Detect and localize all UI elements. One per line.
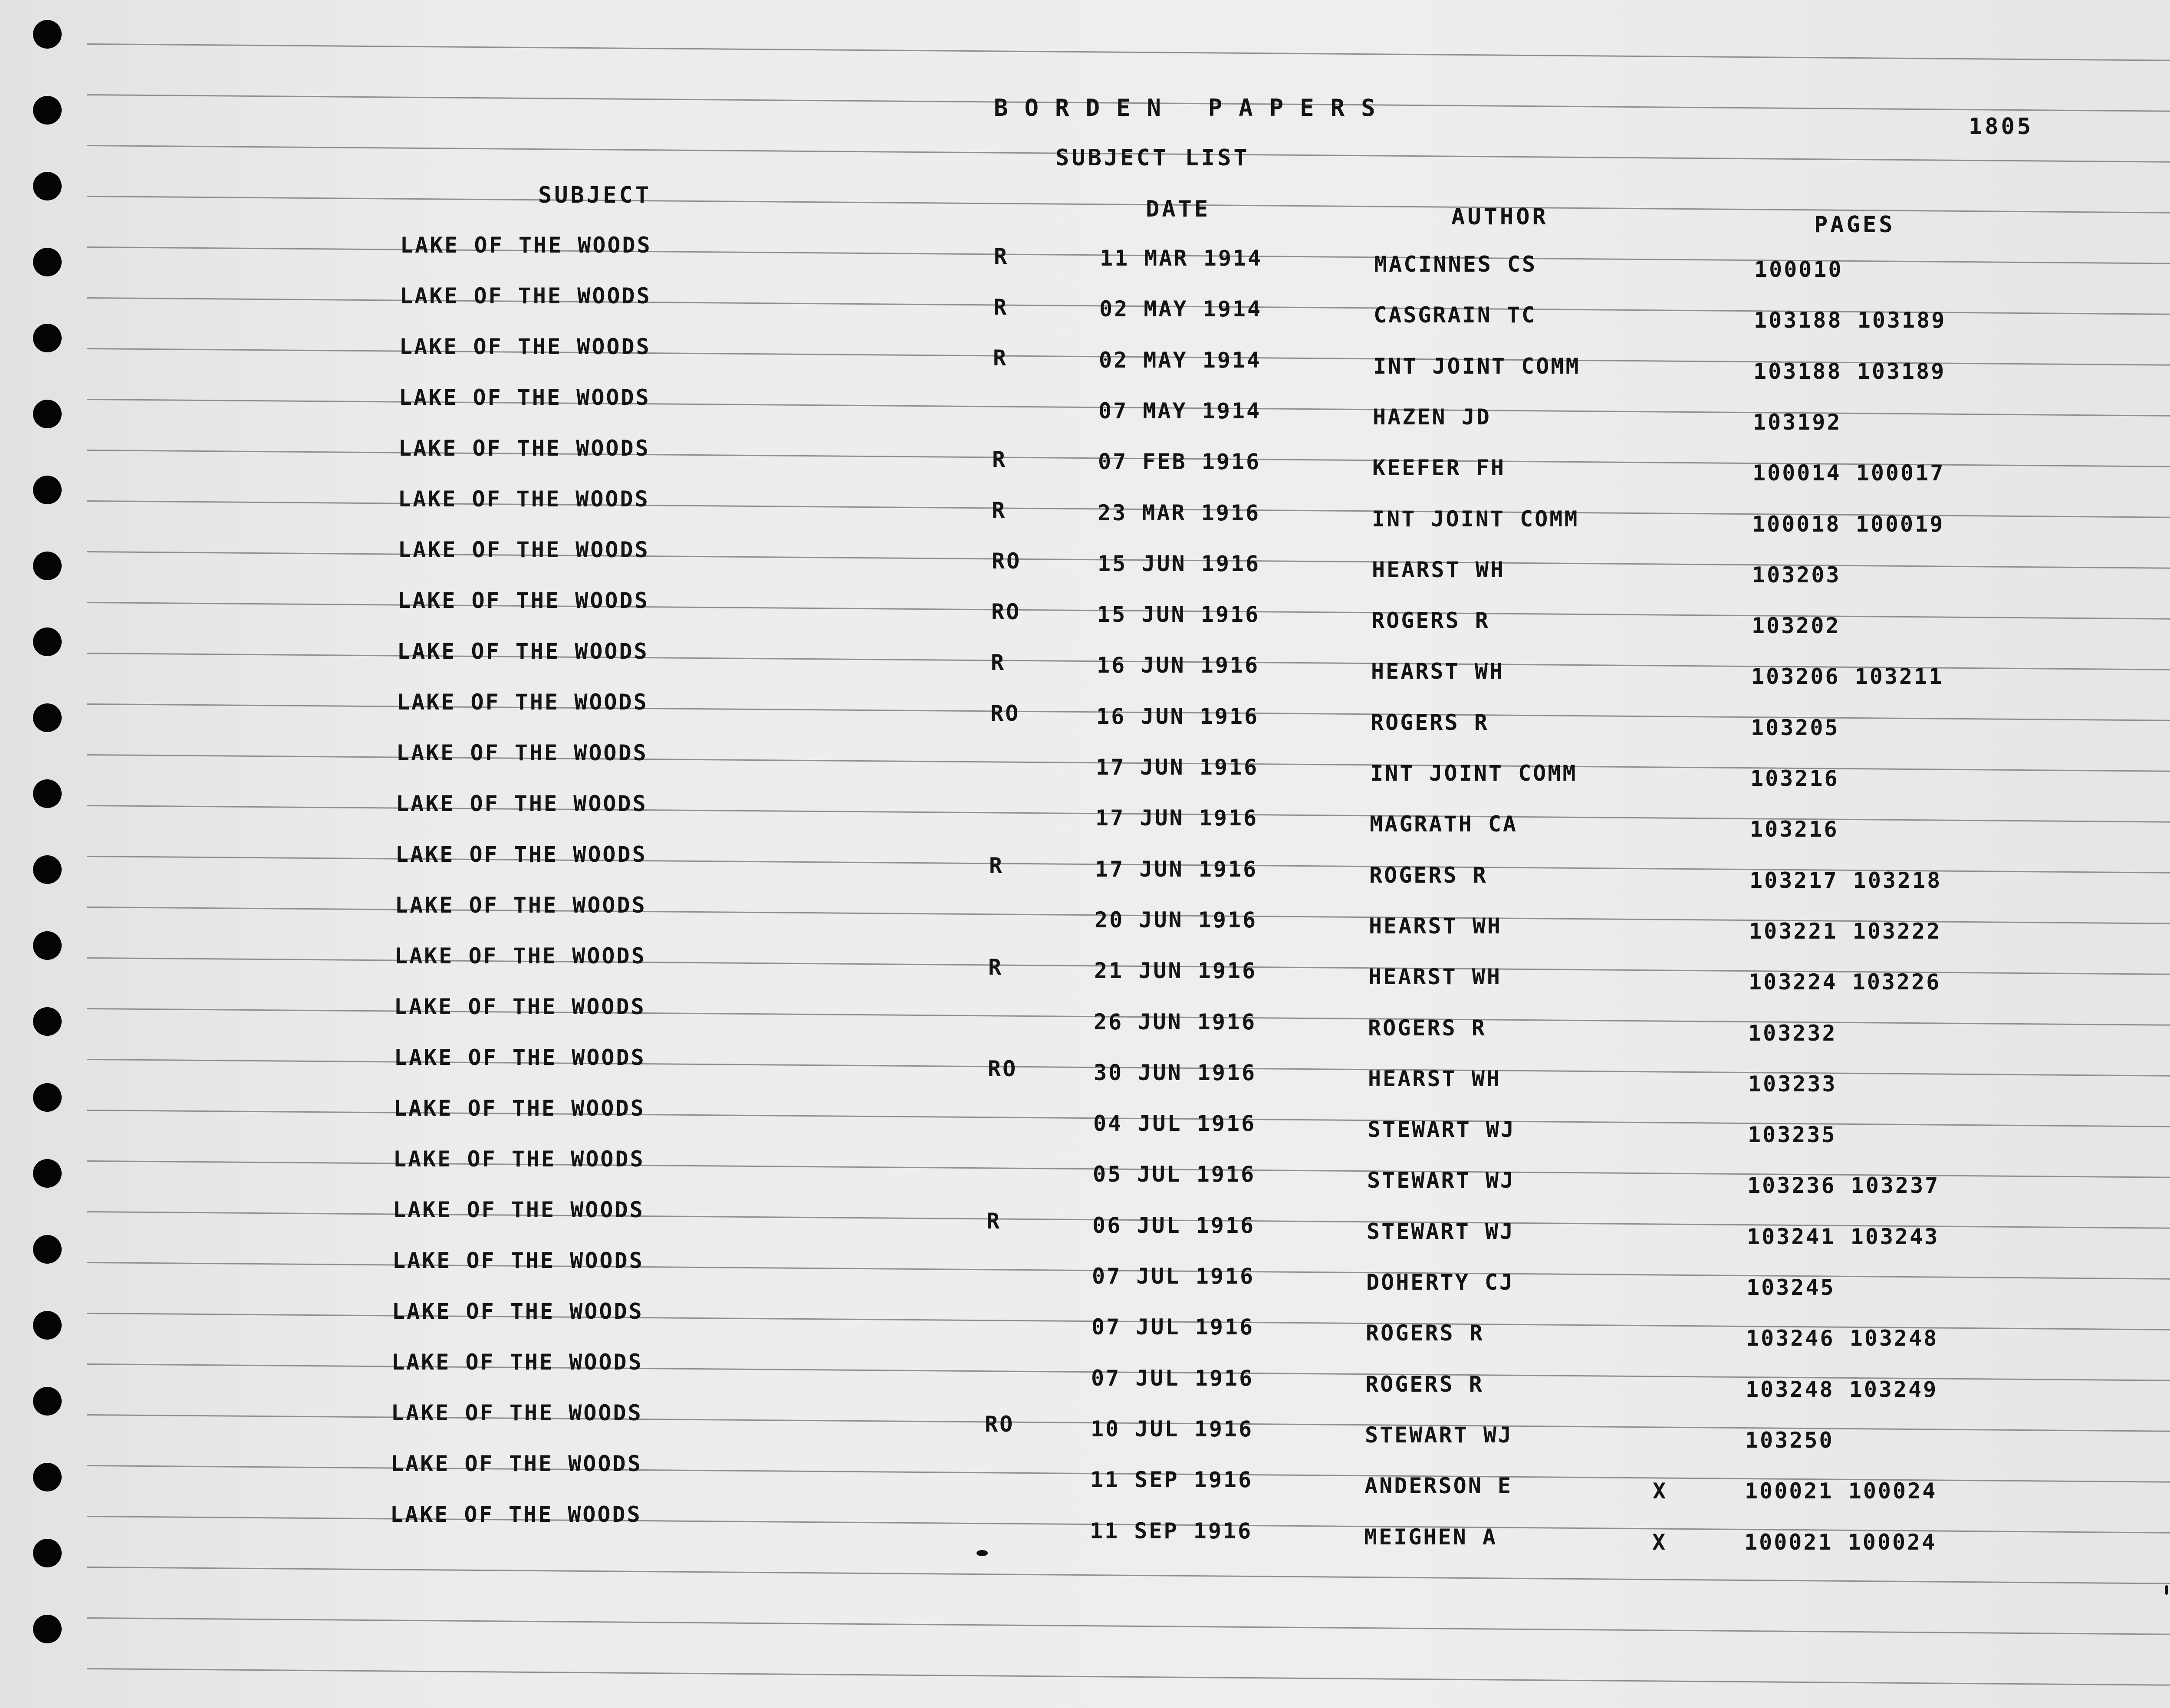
pages-cell: 103217 103218 (1749, 868, 1942, 893)
feed-hole (33, 1159, 62, 1188)
subject-cell: LAKE OF THE WOODS (398, 436, 650, 461)
date-cell: 17 JUN 1916 (1095, 805, 1259, 831)
pages-cell: 103224 103226 (1749, 969, 1941, 995)
date-cell: 30 JUN 1916 (1094, 1060, 1257, 1085)
pages-cell: 103250 (1745, 1428, 1834, 1453)
subject-cell: LAKE OF THE WOODS (400, 283, 651, 309)
subject-cell: LAKE OF THE WOODS (399, 334, 651, 359)
x-flag-cell: X (1652, 1530, 1667, 1555)
subject-cell: LAKE OF THE WOODS (398, 537, 650, 562)
code-cell: R (994, 244, 1009, 269)
subject-cell: LAKE OF THE WOODS (400, 233, 652, 258)
ruled-line (87, 196, 2170, 214)
code-cell: R (992, 447, 1007, 472)
feed-hole (33, 20, 62, 49)
pages-cell: 103233 (1748, 1071, 1837, 1097)
author-cell: DOHERTY CJ (1366, 1270, 1515, 1295)
pages-cell: 103241 103243 (1747, 1224, 1940, 1249)
ink-speck (2165, 1585, 2168, 1595)
code-cell: R (993, 345, 1008, 371)
pages-cell: 103188 103189 (1753, 359, 1946, 384)
pages-cell: 103205 (1751, 715, 1840, 740)
column-header-subject: SUBJECT (538, 182, 652, 208)
date-cell: 02 MAY 1914 (1099, 296, 1263, 322)
subject-cell: LAKE OF THE WOODS (395, 842, 647, 867)
pages-cell: 103235 (1748, 1122, 1837, 1147)
author-cell: HEARST WH (1369, 913, 1502, 939)
author-cell: STEWART WJ (1367, 1219, 1515, 1244)
date-cell: 07 FEB 1916 (1098, 449, 1261, 474)
author-cell: STEWART WJ (1368, 1117, 1516, 1142)
ink-speck (976, 1550, 988, 1556)
column-header-date: DATE (1146, 196, 1211, 222)
date-cell: 11 SEP 1916 (1090, 1467, 1253, 1492)
feed-hole (33, 476, 62, 504)
date-cell: 02 MAY 1914 (1099, 348, 1262, 373)
author-cell: INT JOINT COMM (1372, 506, 1579, 532)
subject-cell: LAKE OF THE WOODS (393, 1146, 645, 1172)
code-cell: R (993, 295, 1009, 320)
pages-cell: 100010 (1754, 257, 1843, 282)
subject-cell: LAKE OF THE WOODS (394, 994, 646, 1019)
date-cell: 20 JUN 1916 (1095, 907, 1258, 933)
date-cell: 11 MAR 1914 (1100, 246, 1263, 271)
author-cell: HEARST WH (1371, 659, 1504, 684)
subject-cell: LAKE OF THE WOODS (396, 791, 648, 816)
pages-cell: 103236 103237 (1747, 1173, 1940, 1198)
pages-cell: 103206 103211 (1751, 664, 1944, 689)
author-cell: ROGERS R (1368, 1015, 1486, 1041)
author-cell: ROGERS R (1371, 608, 1490, 633)
subject-cell: LAKE OF THE WOODS (397, 690, 648, 715)
date-cell: 17 JUN 1916 (1096, 755, 1259, 780)
feed-hole (33, 1463, 62, 1491)
date-cell: 15 JUN 1916 (1097, 602, 1260, 627)
date-cell: 26 JUN 1916 (1094, 1009, 1257, 1035)
feed-hole (33, 1007, 62, 1036)
pages-cell: 100021 100024 (1744, 1530, 1937, 1555)
column-header-author: AUTHOR (1451, 204, 1549, 230)
feed-hole (33, 172, 62, 200)
subject-cell: LAKE OF THE WOODS (395, 943, 646, 969)
pages-cell: 100018 100019 (1752, 512, 1945, 537)
date-cell: 15 JUN 1916 (1098, 551, 1261, 576)
feed-hole (33, 1083, 62, 1112)
pages-cell: 103188 103189 (1754, 308, 1946, 333)
author-cell: ROGERS R (1369, 863, 1488, 888)
date-cell: 06 JUL 1916 (1092, 1213, 1256, 1238)
author-cell: HEARST WH (1372, 557, 1505, 582)
author-cell: HAZEN JD (1373, 404, 1491, 430)
date-cell: 04 JUL 1916 (1093, 1111, 1256, 1136)
author-cell: CASGRAIN TC (1374, 302, 1537, 328)
feed-hole (33, 1311, 62, 1340)
subject-cell: LAKE OF THE WOODS (396, 740, 648, 765)
ruled-line (87, 43, 2170, 61)
author-cell: STEWART WJ (1367, 1168, 1516, 1193)
author-cell: ROGERS R (1365, 1372, 1484, 1397)
feed-hole (33, 552, 62, 580)
author-cell: MEIGHEN A (1364, 1524, 1497, 1550)
author-cell: STEWART WJ (1365, 1422, 1513, 1448)
subject-cell: LAKE OF THE WOODS (398, 486, 650, 512)
date-cell: 07 JUL 1916 (1092, 1314, 1255, 1340)
author-cell: KEEFER FH (1372, 455, 1506, 480)
feed-hole (33, 248, 62, 276)
subject-cell: LAKE OF THE WOODS (397, 639, 649, 664)
author-cell: INT JOINT COMM (1373, 354, 1581, 379)
document-subtitle: SUBJECT LIST (1055, 145, 1250, 171)
author-cell: ROGERS R (1371, 710, 1489, 735)
code-cell: R (991, 650, 1006, 675)
date-cell: 07 JUL 1916 (1092, 1264, 1255, 1289)
author-cell: HEARST WH (1368, 1066, 1501, 1091)
subject-cell: LAKE OF THE WOODS (392, 1248, 644, 1273)
feed-hole (33, 1387, 62, 1416)
code-cell: R (989, 853, 1004, 878)
feed-hole (33, 1539, 62, 1567)
author-cell: MAGRATH CA (1370, 811, 1518, 837)
feed-hole (33, 855, 62, 884)
subject-cell: LAKE OF THE WOODS (390, 1502, 642, 1527)
feed-hole (33, 627, 62, 656)
subject-cell: LAKE OF THE WOODS (392, 1299, 644, 1324)
ruled-line (87, 1567, 2170, 1584)
date-cell: 21 JUN 1916 (1094, 958, 1257, 983)
author-cell: ROGERS R (1366, 1320, 1484, 1346)
code-cell: RO (990, 701, 1020, 726)
subject-cell: LAKE OF THE WOODS (395, 893, 647, 918)
author-cell: MACINNES CS (1374, 252, 1537, 277)
feed-hole (33, 931, 62, 960)
pages-cell: 100014 100017 (1752, 460, 1945, 486)
subject-cell: LAKE OF THE WOODS (394, 1045, 646, 1070)
code-cell: R (988, 955, 1003, 980)
date-cell: 16 JUN 1916 (1097, 653, 1260, 678)
code-cell: R (986, 1209, 1002, 1234)
pages-cell: 103202 (1752, 613, 1841, 638)
code-cell: RO (991, 599, 1021, 624)
feed-hole (33, 324, 62, 352)
pages-cell: 103248 103249 (1746, 1377, 1938, 1402)
subject-cell: LAKE OF THE WOODS (399, 385, 651, 410)
author-cell: INT JOINT COMM (1370, 761, 1578, 786)
pages-cell: 100021 100024 (1745, 1478, 1937, 1504)
date-cell: 23 MAR 1916 (1098, 500, 1261, 526)
feed-hole (33, 96, 62, 125)
subject-cell: LAKE OF THE WOODS (391, 1350, 643, 1375)
date-cell: 17 JUN 1916 (1095, 857, 1258, 882)
subject-cell: LAKE OF THE WOODS (391, 1451, 642, 1476)
date-cell: 05 JUL 1916 (1093, 1162, 1256, 1187)
feed-hole (33, 703, 62, 732)
pages-cell: 103216 (1750, 817, 1839, 842)
column-header-pages: PAGES (1814, 212, 1895, 238)
document-title: BORDEN PAPERS (994, 94, 1392, 122)
author-cell: ANDERSON E (1364, 1473, 1513, 1498)
pages-cell: 103246 103248 (1746, 1326, 1939, 1351)
pages-cell: 103221 103222 (1749, 919, 1942, 944)
ruled-line (87, 1668, 2170, 1686)
date-cell: 16 JUN 1916 (1096, 704, 1259, 729)
date-cell: 11 SEP 1916 (1090, 1518, 1253, 1544)
subject-cell: LAKE OF THE WOODS (394, 1096, 645, 1121)
feed-hole (33, 400, 62, 428)
feed-hole (33, 1235, 62, 1264)
page-number: 1805 (1969, 114, 2034, 140)
subject-cell: LAKE OF THE WOODS (398, 588, 649, 613)
date-cell: 10 JUL 1916 (1091, 1416, 1254, 1442)
code-cell: RO (988, 1056, 1018, 1081)
feed-hole (33, 779, 62, 808)
date-cell: 07 JUL 1916 (1091, 1366, 1254, 1391)
code-cell: R (992, 498, 1007, 523)
code-cell: RO (985, 1412, 1015, 1437)
subject-cell: LAKE OF THE WOODS (391, 1400, 643, 1426)
pages-cell: 103232 (1748, 1021, 1837, 1046)
x-flag-cell: X (1653, 1478, 1668, 1504)
pages-cell: 103245 (1746, 1275, 1835, 1300)
pages-cell: 103203 (1752, 562, 1841, 588)
ruled-line (87, 1617, 2170, 1635)
pages-cell: 103216 (1750, 766, 1839, 791)
author-cell: HEARST WH (1368, 964, 1502, 989)
feed-hole (33, 1615, 62, 1643)
pages-cell: 103192 (1753, 410, 1842, 435)
subject-cell: LAKE OF THE WOODS (393, 1197, 644, 1222)
code-cell: RO (992, 549, 1022, 574)
date-cell: 07 MAY 1914 (1098, 398, 1262, 424)
